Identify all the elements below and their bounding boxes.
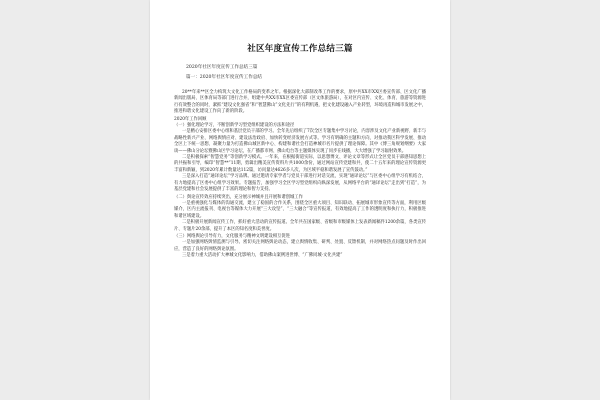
section-3-heading: （三）网络舆论引导有力，文化服务与精神文明建设相互促进 xyxy=(174,233,291,239)
document-page xyxy=(150,0,450,400)
section-1-paragraph-1: 一是精心安排区委中心组和基层党员干部的学习。全年先后组织了7次全区专题集中学习讨论，内容涉及文化产业新视野、新丰与战略性新兴产业、网络舆情应对、建设法治政府、加快转变经济发展方式等。学习有明确的主题和方向，对推动我区科学发展、推动全区上下统一思想、凝聚力量为打造佛山城区新中心、构建和谐社会打造神城市名片提供了理论保障。其中《博三角规划纲要》大家谈——佛山分论坛暨佛山区学习论坛，在广播都市网、佛山电台等主题媒体实现了同步在线播，大大增强了学习辐射效果。 xyxy=(174,129,426,154)
section-2-heading: （二）舆论宣传效应持续突出，充分展示神城并且开展和谐创城工作 xyxy=(174,194,303,200)
review-heading: 2020年工作回顾 xyxy=(174,116,207,122)
section-1-paragraph-3: 三是深入打造“通译论坛”学习品牌。通过邀请专家学者与党员干部进行对话交流，实现“通译论坛”与区委中心组学习有机结合，有力地提高了区委中心组学习效果。专题报告，加强学习全区学习型党组织向纵深发展，从网络平台的“通译论坛”走出到“打造”，为基层党建和社会发展提供了丰富的理论和智力支持。 xyxy=(174,174,426,193)
document-content xyxy=(174,42,426,260)
chapter-heading: 篇一：2020年社区年度宣传工作总结 xyxy=(186,75,263,80)
intro-paragraph: 20**年来**区全力构筑大文化工作格局的变革之年。根据深化大部制改革工作的要求，原中共XX市XX区委宣传部、区文化广播新闻出版局、区体育局等部门进行合并，组建中共XX市XX区委宣传部（区文体旅游局），在对区内宣传、文化、体育、旅游等资源进行有效整合的同时，紧抓“建设文化强省”和“智慧佛山”文化先行”的有利机遇，把文化建设融入产业转型，环境再造和城市发展之中，推进和谐文化建设工作向了新的阶段。 xyxy=(174,90,426,115)
section-2-paragraph-2: 二是积极开展新闻宣传工作，抓好重大活动的宣传报道。全年共在国家级、省级和市级媒体上发表新闻稿件1200余篇，各类宣传片、专题片20余部，提升了本区的知名度和美誉度。 xyxy=(174,220,426,232)
section-1-heading: （一）强化理论学习，不断创新学习型党组织建设的方法和途径 xyxy=(174,123,295,129)
document-subtitle: 2020年社区年度宣传工作总结三篇 xyxy=(186,65,258,70)
section-2-paragraph-1: 一是重视强化与媒体的沟通交流，建立了稳固的合作关系，围绕全区重大项目、知识联动、拓展城市形象宣传等方面，利用区级媒介，区内主流报刊、电视台等媒体大力开展“三大攻坚”、“三大融合”等宣传报道，有效地提高了工作的透明度和执行力，积极推进和谐区域建设。 xyxy=(174,200,426,219)
document-title: 社区年度宣传工作总结三篇 xyxy=(247,44,353,54)
section-3-paragraph-1: 一是加强网络舆情监测与引导。密切关注网络舆论动态，建立舆情收集、研判、处置、反馈机制，并对网络热点问题及时作出回应，营造了良好的网络舆论氛围。 xyxy=(174,240,426,252)
section-1-paragraph-2: 二是积极探索“智慧党务”等创新学习模式。一年来，在根据街道实际，以思想博文、评论文章等形式让全区党员干部感知思想上的共振和引导，编印“智慧**”11期，剪辑出精美宣传资料片共1000余份，通过网站宣传党建和共，使二十五年来的理论宣传资源更丰富和新颖，到2020年累计数量达112篇，访问量达4626多人次，为区域平稳和谐发展了宣传鼓动。” xyxy=(174,155,426,173)
section-3-paragraph-2: 三是着力重大活动扩大神城文化影响力，借助佛山案例进世博、“广佛同城·文化共建” xyxy=(182,253,343,259)
